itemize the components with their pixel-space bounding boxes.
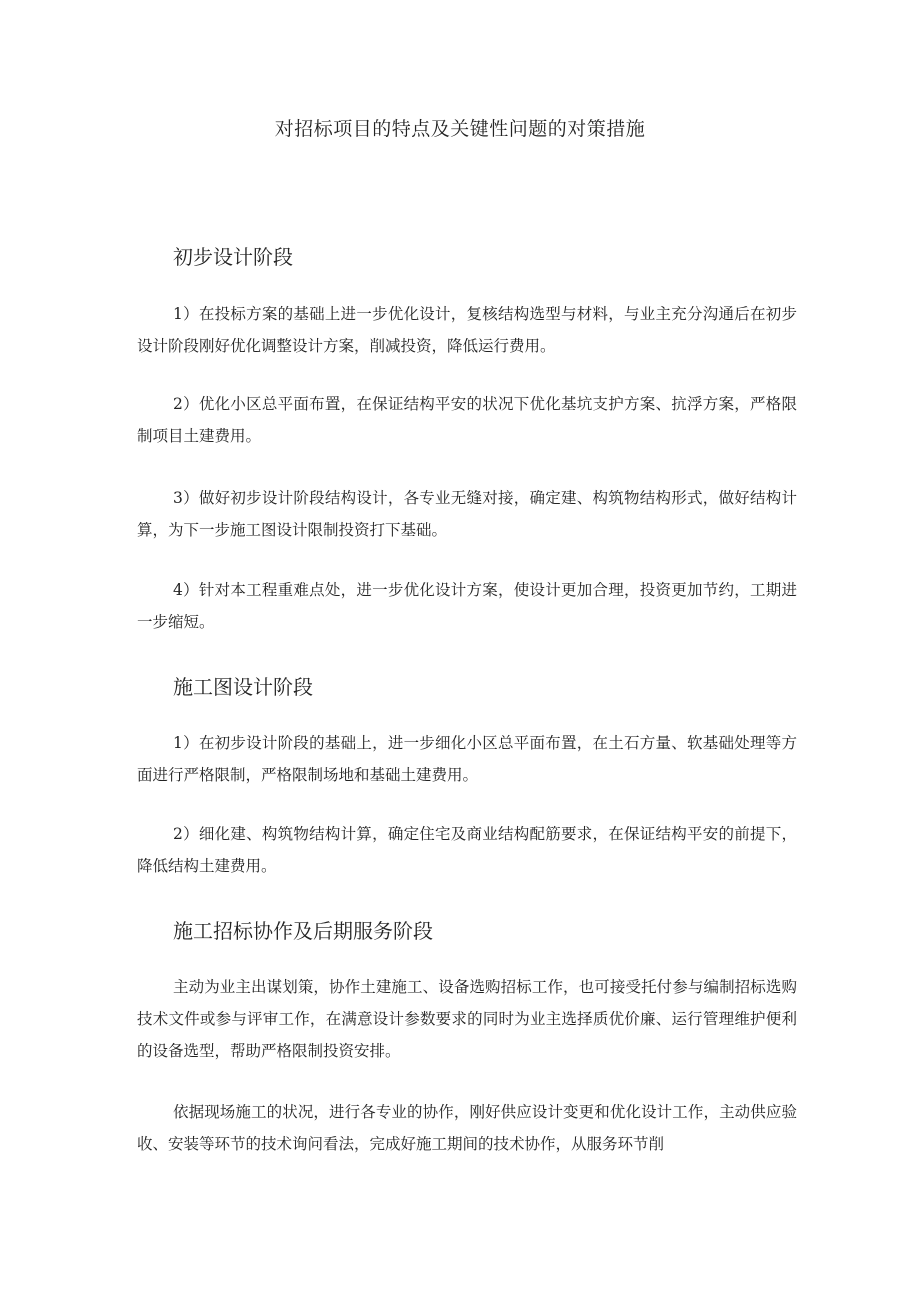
paragraph: 主动为业主出谋划策，协作土建施工、设备选购招标工作，也可接受托付参与编制招标选购技术文件或参与评审工作，在满意设计参数要求的同时为业主选择质优价廉、运行管理维护便利的设备选型，帮助严格限制投资安排。: [137, 978, 797, 1060]
paragraph: 2）优化小区总平面布置，在保证结构平安的状况下优化基坑支护方案、抗浮方案，严格限制项目土建费用。: [137, 395, 797, 445]
paragraph: 依据现场施工的状况，进行各专业的协作，刚好供应设计变更和优化设计工作，主动供应验收、安装等环节的技术询问看法，完成好施工期间的技术协作，从服务环节削: [137, 1103, 797, 1153]
paragraph: 3）做好初步设计阶段结构设计，各专业无缝对接，确定建、构筑物结构形式，做好结构计算，为下一步施工图设计限制投资打下基础。: [137, 489, 797, 539]
paragraph: 1）在初步设计阶段的基础上，进一步细化小区总平面布置，在土石方量、软基础处理等方面进行严格限制，严格限制场地和基础土建费用。: [137, 734, 797, 784]
section-heading-preliminary-design: 初步设计阶段: [173, 245, 293, 269]
section-heading-tender-cooperation-services: 施工招标协作及后期服务阶段: [173, 919, 433, 943]
paragraph: 1）在投标方案的基础上进一步优化设计，复核结构选型与材料，与业主充分沟通后在初步设计阶段刚好优化调整设计方案，削减投资，降低运行费用。: [137, 305, 797, 355]
document-title: 对招标项目的特点及关键性问题的对策措施: [274, 118, 646, 140]
paragraph: 4）针对本工程重难点处，进一步优化设计方案，使设计更加合理，投资更加节约，工期进一步缩短。: [137, 581, 797, 631]
paragraph: 2）细化建、构筑物结构计算，确定住宅及商业结构配筋要求，在保证结构平安的前提下，降低结构土建费用。: [137, 825, 797, 875]
section-heading-construction-drawing-design: 施工图设计阶段: [173, 675, 313, 699]
